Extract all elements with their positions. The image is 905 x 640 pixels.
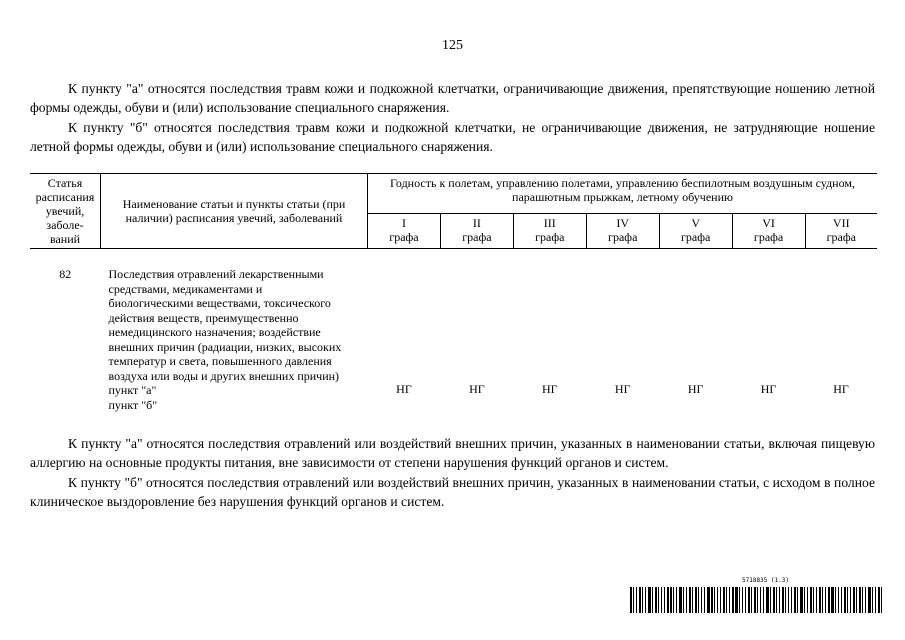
barcode-bar — [695, 587, 697, 613]
barcode-bar — [745, 587, 746, 613]
barcode-bar — [754, 587, 756, 613]
barcode-bar — [726, 587, 727, 613]
barcode-bar — [639, 587, 641, 613]
header-column-2: II графа — [440, 214, 513, 249]
header-column-5: V графа — [659, 214, 732, 249]
barcode-bar — [794, 587, 796, 613]
barcode-bar — [760, 587, 761, 613]
header-column-3: III графа — [513, 214, 586, 249]
barcode-bar — [692, 587, 693, 613]
barcode-bar — [810, 587, 812, 613]
item-b-label: пункт "б" — [108, 397, 158, 412]
barcode-bar — [683, 587, 684, 613]
verdict-column-2: НГ — [469, 382, 485, 396]
barcode-bar — [807, 587, 808, 613]
barcode-bar — [782, 587, 784, 613]
article-number: 82 — [59, 267, 72, 281]
barcode-bar — [856, 587, 857, 613]
barcode-bar — [816, 587, 817, 613]
barcode-bar — [838, 587, 839, 613]
barcode-bar — [828, 587, 830, 613]
barcode-bar — [636, 587, 637, 613]
barcode-bar — [841, 587, 842, 613]
barcode-bar — [658, 587, 659, 613]
barcode-bar — [673, 587, 674, 613]
intro-paragraph-b: К пункту "б" относятся последствия травм кожи и подкожной клетчатки, не ограничивающие движения, не затрудняющие ношение летной формы одежды, обуви и (или) использование специального снаряжения. — [30, 120, 875, 154]
barcode-bar — [800, 587, 803, 613]
barcode-bar — [865, 587, 866, 613]
barcode-bar — [679, 587, 682, 613]
verdict-column-1: НГ — [396, 382, 412, 396]
barcode-bar — [804, 587, 805, 613]
barcode-bar — [770, 587, 771, 613]
verdict-column-7: НГ — [833, 382, 849, 396]
barcode-bar — [698, 587, 699, 613]
barcode-bar — [701, 587, 702, 613]
barcode-bar — [822, 587, 823, 613]
barcode-bar — [676, 587, 677, 613]
barcode-bar — [819, 587, 821, 613]
barcode-bar — [667, 587, 669, 613]
barcode-bar — [797, 587, 798, 613]
barcode-bar — [648, 587, 651, 613]
barcode-bar — [729, 587, 730, 613]
barcode-bar — [847, 587, 848, 613]
barcode-bar — [723, 587, 725, 613]
outro-paragraph-b: К пункту "б" относятся последствия отравлений или воздействий внешних причин, указанных в наименовании статьи, с исходом в полное клиническое выздоровление без нарушения функций органов и систем. — [30, 475, 875, 509]
barcode-bar — [739, 587, 740, 613]
barcode-bar — [785, 587, 786, 613]
barcode-bar — [791, 587, 792, 613]
article-name-line: действия веществ, преимущественно — [108, 310, 299, 325]
article-name-line: средствами, медикаментами и — [108, 281, 263, 296]
article-name-line: Последствия отравлений лекарственными — [108, 267, 324, 281]
barcode-bar — [835, 587, 836, 613]
intro-paragraph-a: К пункту "а" относятся последствия травм кожи и подкожной клетчатки, ограничивающие движения, препятствующие ношению летной формы одежды, обуви и (или) использование специального снаряжения. — [30, 81, 875, 115]
barcode-bar — [763, 587, 764, 613]
barcode-bar — [825, 587, 826, 613]
barcode-bar — [850, 587, 851, 613]
barcode-bar — [844, 587, 846, 613]
barcode-bar — [664, 587, 665, 613]
barcode-bar — [862, 587, 863, 613]
barcode-bar — [633, 587, 634, 613]
header-column-1: I графа — [368, 214, 441, 249]
barcode-bars — [630, 587, 885, 613]
barcode-bar — [720, 587, 721, 613]
page-number: 125 — [442, 38, 463, 53]
barcode-bar — [813, 587, 814, 613]
table-row — [30, 249, 877, 413]
verdict-column-5: НГ — [687, 382, 704, 396]
barcode-bar — [707, 587, 710, 613]
barcode-bar — [661, 587, 662, 613]
verdict-column-6: НГ — [760, 382, 777, 396]
barcode-bar — [881, 587, 882, 613]
article-name-line: воздуха или воды и других внешних причин) — [108, 368, 340, 383]
barcode-bar — [735, 587, 738, 613]
barcode-bar — [766, 587, 769, 613]
barcode-label: 5718835 (1.3) — [742, 577, 789, 584]
article-name-line: температур и света, повышенного давления — [108, 354, 332, 368]
barcode-bar — [788, 587, 789, 613]
barcode-bar — [670, 587, 672, 613]
header-column-7: VII графа — [805, 214, 877, 249]
barcode-bar — [878, 587, 880, 613]
outro-paragraph-a: К пункту "а" относятся последствия отравлений или воздействий внешних причин, указанных в наименовании статьи, включая пищевую аллергию на основные продукты питания, вне зависимости от степени нарушения функций органов и систем. — [30, 436, 875, 470]
barcode-bar — [751, 587, 752, 613]
barcode-bar — [630, 587, 632, 613]
barcode-bar — [714, 587, 715, 613]
barcode-bar — [689, 587, 691, 613]
barcode-bar — [652, 587, 653, 613]
barcode-bar — [742, 587, 743, 613]
verdict-column-3: НГ — [542, 382, 558, 396]
barcode-bar — [872, 587, 873, 613]
header-name: Наименование статьи и пункты статьи (при наличии) расписания увечий, заболеваний — [101, 174, 368, 249]
barcode-bar — [831, 587, 834, 613]
barcode-bar — [704, 587, 705, 613]
barcode-bar — [748, 587, 750, 613]
barcode-bar — [859, 587, 861, 613]
barcode-bar — [776, 587, 777, 613]
barcode-bar — [773, 587, 775, 613]
header-article: Статья расписания увечий, заболе-ваний — [30, 174, 101, 249]
barcode-bar — [642, 587, 643, 613]
barcode-bar — [875, 587, 876, 613]
barcode-bar — [868, 587, 871, 613]
barcode-bar — [655, 587, 657, 613]
article-name-line: немедицинского назначения; воздействие — [108, 325, 321, 339]
item-a-label: пункт "а" — [108, 383, 157, 397]
header-column-4: IV графа — [586, 214, 659, 249]
barcode-bar — [779, 587, 780, 613]
barcode-bar — [732, 587, 734, 613]
header-column-6: VI графа — [732, 214, 805, 249]
article-name-line: биологическими веществами, токсического — [108, 296, 331, 310]
barcode-bar — [757, 587, 758, 613]
barcode-bar — [645, 587, 646, 613]
article-name-line: внешних причин (радиации, низких, высоких — [108, 339, 342, 354]
barcode — [630, 577, 885, 617]
barcode-bar — [717, 587, 718, 613]
barcode-bar — [686, 587, 687, 613]
article-name — [101, 249, 368, 413]
header-fitness: Годность к полетам, управлению полетами, управлению беспилотным воздушным судном, парашютным прыжкам, летному обучению — [368, 174, 878, 214]
barcode-bar — [711, 587, 713, 613]
barcode-bar — [853, 587, 855, 613]
disease-schedule-table — [30, 173, 877, 412]
verdict-column-4: НГ — [614, 382, 631, 396]
